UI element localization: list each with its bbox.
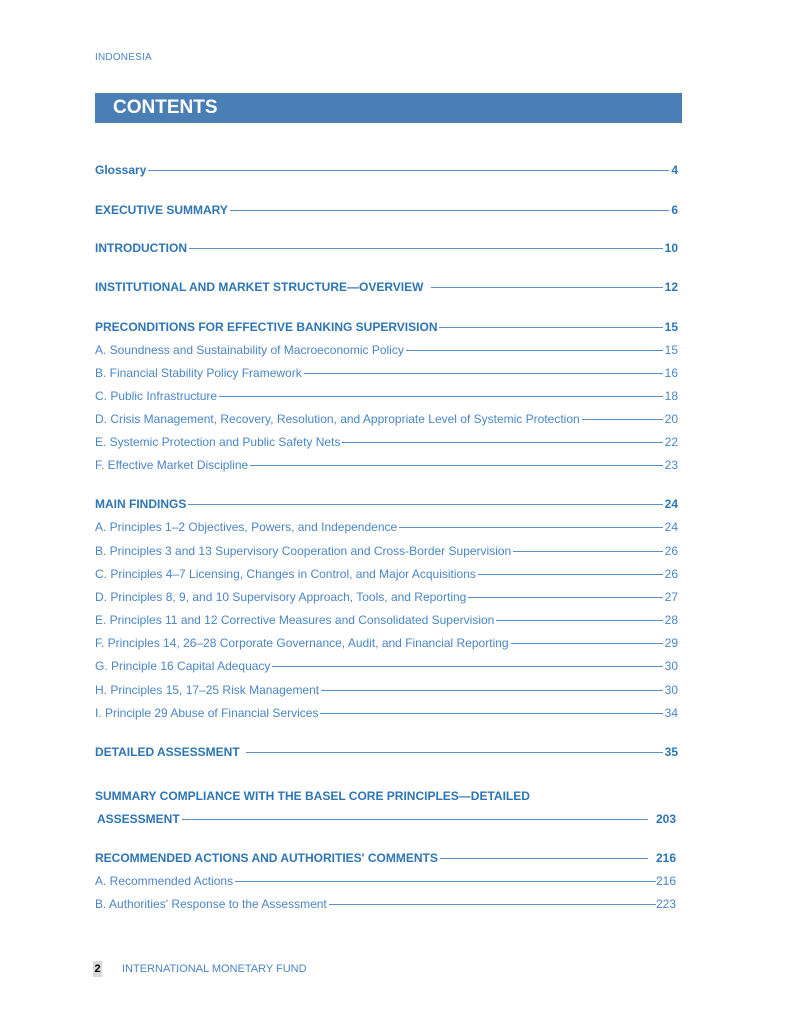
toc-entry-label: INTRODUCTION (95, 241, 187, 255)
toc-subentry[interactable] (95, 544, 678, 558)
toc-entry-glossary[interactable] (95, 163, 678, 177)
toc-entry-page: 27 (664, 590, 678, 604)
toc-entry-label: C. Public Infrastructure (95, 389, 218, 403)
toc-entry-page: 12 (664, 280, 678, 294)
toc-entry-institutional[interactable] (95, 280, 678, 294)
toc-entry-label: DETAILED ASSESSMENT (95, 745, 240, 759)
dot-leader (250, 465, 662, 466)
toc-entry-label: A. Soundness and Sustainability of Macroeconomic Policy (95, 343, 404, 357)
dot-leader (513, 551, 662, 552)
toc-subentry[interactable] (95, 389, 678, 403)
toc-entry-detailed-assessment[interactable] (95, 745, 678, 759)
toc-entry-page: 30 (664, 683, 678, 697)
toc-subentry[interactable] (95, 412, 678, 426)
toc-entry-page: 223 (655, 897, 676, 911)
dot-leader (321, 690, 663, 691)
toc-entry-label: MAIN FINDINGS (95, 497, 187, 511)
toc-entry-label: PRECONDITIONS FOR EFFECTIVE BANKING SUPERVISION (95, 320, 438, 334)
toc-entry-page: 216 (655, 851, 676, 865)
dot-leader (439, 327, 662, 328)
toc-entry-page: 18 (664, 389, 678, 403)
dot-leader (431, 287, 662, 288)
toc-entry-page: 10 (664, 241, 678, 255)
page-title: CONTENTS (113, 97, 218, 118)
dot-leader (468, 597, 662, 598)
toc-subentry[interactable] (95, 590, 678, 604)
running-header: INDONESIA (95, 52, 152, 63)
dot-leader (440, 858, 648, 859)
toc-subentry[interactable] (95, 435, 678, 449)
dot-leader (189, 248, 663, 249)
toc-subentry[interactable] (95, 874, 676, 888)
toc-subentry[interactable] (95, 520, 678, 534)
toc-entry-page: 29 (664, 636, 678, 650)
toc-entry-page: 26 (664, 567, 678, 581)
footer-organization: INTERNATIONAL MONETARY FUND (122, 963, 307, 975)
dot-leader (399, 527, 662, 528)
toc-subentry[interactable] (95, 613, 678, 627)
toc-entry-page: 24 (664, 520, 678, 534)
toc-entry-page: 216 (655, 874, 676, 888)
toc-entry-page: 16 (664, 366, 678, 380)
toc-entry-label: F. Principles 14, 26–28 Corporate Governance, Audit, and Financial Reporting (95, 636, 509, 650)
toc-entry-label: A. Recommended Actions (95, 874, 234, 888)
toc-entry-summary-compliance[interactable] (95, 812, 676, 826)
toc-subentry[interactable] (95, 706, 678, 720)
toc-entry-page: 24 (664, 497, 678, 511)
toc-entry-label: RECOMMENDED ACTIONS AND AUTHORITIES' COMMENTS (95, 851, 438, 865)
dot-leader (582, 419, 663, 420)
dot-leader (511, 643, 663, 644)
toc-subentry[interactable] (95, 458, 678, 472)
toc-subentry[interactable] (95, 636, 678, 650)
toc-entry-page: 4 (671, 163, 678, 177)
toc-entry-page: 28 (664, 613, 678, 627)
toc-entry-label: EXECUTIVE SUMMARY (95, 203, 228, 217)
toc-subentry[interactable] (95, 897, 676, 911)
toc-entry-preconditions[interactable] (95, 320, 678, 334)
toc-entry-page: 22 (664, 435, 678, 449)
toc-entry-label: E. Principles 11 and 12 Corrective Measures and Consolidated Supervision (95, 613, 495, 627)
toc-entry-page: 6 (671, 203, 678, 217)
toc-entry-label: Glossary (95, 163, 147, 177)
toc-subentry[interactable] (95, 567, 678, 581)
dot-leader (188, 504, 662, 505)
toc-entry-label: ASSESSMENT (97, 812, 180, 826)
toc-entry-label: H. Principles 15, 17–25 Risk Management (95, 683, 320, 697)
dot-leader (230, 210, 669, 211)
contents-banner (95, 93, 682, 123)
dot-leader (320, 713, 662, 714)
dot-leader (182, 819, 648, 820)
dot-leader (406, 350, 663, 351)
dot-leader (148, 170, 669, 171)
toc-entry-main-findings[interactable] (95, 497, 678, 511)
toc-entry-label: F. Effective Market Discipline (95, 458, 249, 472)
toc-subentry[interactable] (95, 343, 678, 357)
toc-entry-page: 23 (664, 458, 678, 472)
toc-entry-page: 26 (664, 544, 678, 558)
toc-entry-recommended-actions[interactable] (95, 851, 676, 865)
toc-entry-label: C. Principles 4–7 Licensing, Changes in Control, and Major Acquisitions (95, 567, 476, 581)
toc-entry-summary-compliance-line1[interactable]: SUMMARY COMPLIANCE WITH THE BASEL CORE PRINCIPLES—DETAILED (95, 789, 530, 803)
dot-leader (272, 666, 662, 667)
toc-subentry[interactable] (95, 683, 678, 697)
toc-entry-label: I. Principle 29 Abuse of Financial Services (95, 706, 319, 720)
toc-entry-label: B. Principles 3 and 13 Supervisory Cooperation and Cross-Border Supervision (95, 544, 512, 558)
toc-subentry[interactable] (95, 366, 678, 380)
toc-entry-label: G. Principle 16 Capital Adequacy (95, 659, 271, 673)
dot-leader (329, 904, 656, 905)
toc-entry-label: D. Crisis Management, Recovery, Resolution, and Appropriate Level of Systemic Protection (95, 412, 580, 426)
dot-leader (235, 881, 656, 882)
toc-entry-label: B. Authorities' Response to the Assessment (95, 897, 327, 911)
toc-entry-label: E. Systemic Protection and Public Safety Nets (95, 435, 341, 449)
toc-entry-introduction[interactable] (95, 241, 678, 255)
dot-leader (342, 442, 662, 443)
page-number: 2 (94, 963, 101, 975)
toc-entry-label: D. Principles 8, 9, and 10 Supervisory Approach, Tools, and Reporting (95, 590, 467, 604)
dot-leader (496, 620, 662, 621)
toc-entry-page: 203 (655, 812, 676, 826)
dot-leader (478, 574, 663, 575)
toc-entry-page: 15 (664, 320, 678, 334)
toc-entry-label: B. Financial Stability Policy Framework (95, 366, 302, 380)
toc-entry-page: 15 (664, 343, 678, 357)
toc-entry-label: A. Principles 1–2 Objectives, Powers, and Independence (95, 520, 398, 534)
dot-leader (304, 373, 663, 374)
toc-entry-page: 35 (664, 745, 678, 759)
toc-entry-page: 30 (664, 659, 678, 673)
toc-entry-page: 34 (664, 706, 678, 720)
dot-leader (246, 752, 663, 753)
dot-leader (219, 396, 663, 397)
toc-entry-label: INSTITUTIONAL AND MARKET STRUCTURE—OVERVIEW (95, 280, 424, 294)
toc-entry-executive-summary[interactable] (95, 203, 678, 217)
toc-subentry[interactable] (95, 659, 678, 673)
toc-entry-page: 20 (664, 412, 678, 426)
